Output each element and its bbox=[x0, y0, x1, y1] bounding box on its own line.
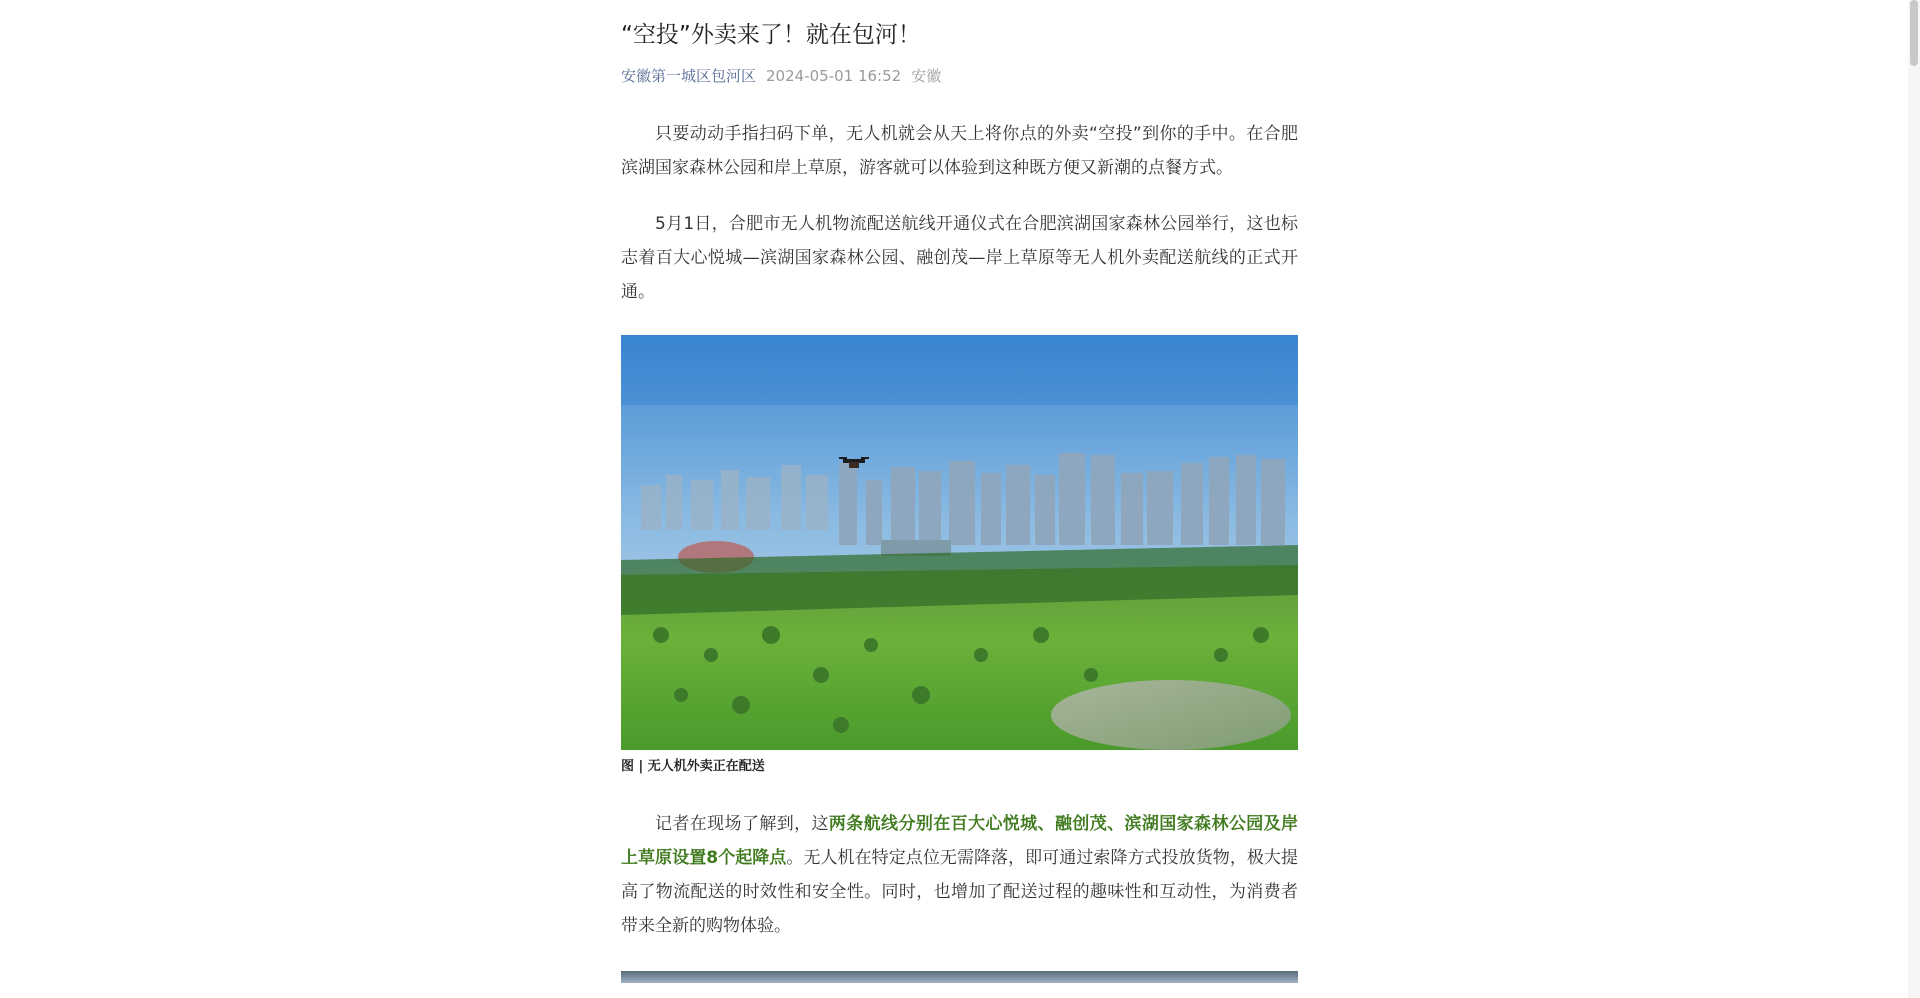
publish-date: 2024-05-01 16:52 bbox=[766, 67, 902, 85]
article-title: “空投”外卖来了！就在包河！ bbox=[621, 22, 921, 48]
article bbox=[621, 0, 1298, 983]
source-account-link[interactable]: 安徽第一城区包河区 bbox=[621, 67, 757, 85]
next-photo-partial bbox=[621, 971, 1298, 983]
image-caption: 图 | 无人机外卖正在配送 bbox=[621, 759, 765, 774]
paragraph-3 bbox=[621, 807, 1298, 943]
paragraph-3-body: 。无人机在特定点位无需降落，即可通过索降方式投放货物，极大提高了物流配送的时效性和安全性。同时，也增加了配送过程的趣味性和互动性，为消费者带来全新的购物体验。 bbox=[621, 848, 1298, 936]
scrollbar-thumb[interactable] bbox=[1910, 0, 1918, 66]
article-meta bbox=[621, 65, 1298, 87]
paragraph-1: 只要动动手指扫码下单，无人机就会从天上将你点的外卖“空投”到你的手中。在合肥滨湖国家森林公园和岸上草原，游客就可以体验到这种既方便又新潮的点餐方式。 bbox=[621, 124, 1298, 178]
paragraph-2: 5月1日，合肥市无人机物流配送航线开通仪式在合肥滨湖国家森林公园举行，这也标志着百大心悦城—滨湖国家森林公园、融创茂—岸上草原等无人机外卖配送航线的正式开通。 bbox=[621, 214, 1298, 302]
publish-region: 安徽 bbox=[911, 67, 942, 85]
paragraph-3-highlight: 两条航线分别在百大心悦城、融创茂、滨湖国家森林公园及岸上草原设置8个起降点 bbox=[621, 814, 1299, 868]
aerial-park-drone-photo[interactable] bbox=[621, 335, 1298, 750]
paragraph-3-intro: 记者在现场了解到，这 bbox=[655, 814, 829, 834]
scrollbar-track[interactable] bbox=[1908, 0, 1920, 998]
